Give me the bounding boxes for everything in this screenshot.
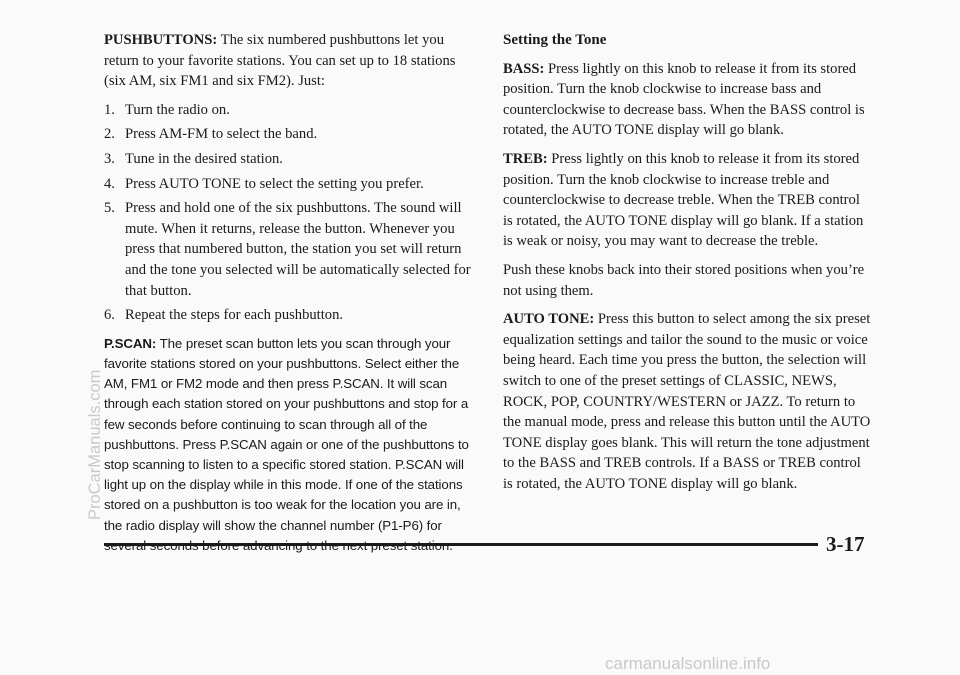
step-text: Turn the radio on. (125, 101, 230, 118)
section-title: Setting the Tone (503, 32, 607, 48)
treb-body: Press lightly on this knob to release it from its stored position. Turn the knob clockwise to increase treble and counterclockwise to decrease treble. When the TREB control is rotated, the AUTO TONE display will go blank. If a station is weak or noisy, you may want to decrease the treble. (503, 150, 864, 250)
step-text: Tune in the desired station. (125, 150, 283, 167)
step-number: 3. (104, 150, 115, 167)
push-back-paragraph: Push these knobs back into their stored positions when you’re not using them. (503, 261, 865, 299)
page-number: 3-17 (826, 532, 865, 556)
step-item (104, 124, 480, 145)
left-column (104, 30, 480, 564)
step-item (104, 174, 480, 195)
step-text: Press and hold one of the six pushbuttons. The sound will mute. When it returns, release the button. Whenever you press that numbered button, the station you set will return and the tone you selected will be automatically selected for that button. (125, 200, 471, 299)
step-number: 1. (104, 101, 115, 118)
pscan-body: The preset scan button lets you scan through your favorite stations stored on your pushbuttons. Select either the AM, FM1 or FM2 mode and then press P.SCAN. It will scan through each station stored on your pushbuttons and stop for a few seconds before continuing to scan through all of the pushbuttons. Press P.SCAN again or one of the pushbuttons to stop scanning to listen to a specific stored station. P.SCAN will light up on the display while in this mode. If one of the stations stored on a pushbutton is too weak for the location you are in, the radio display will show the channel number (P1-P6) for (104, 335, 469, 533)
pushbuttons-heading: PUSHBUTTONS: (104, 32, 218, 48)
footer-rule (104, 543, 818, 546)
step-text: Press AUTO TONE to select the setting you prefer. (125, 175, 424, 192)
footer-site-text: carmanualsonline.info (605, 654, 771, 673)
treb-paragraph (503, 149, 871, 252)
step-item (104, 198, 480, 301)
step-item (104, 305, 480, 326)
pscan-paragraph (104, 334, 480, 556)
step-item (104, 149, 480, 170)
step-item (104, 100, 480, 121)
auto-tone-body: Press this button to select among the six preset equalization settings and tailor the sound to the music or voice being heard. Each time you press the button, the selection will switch to one of the preset settings of CLASSIC, NEWS, ROCK, POP, COUNTRY/WESTERN or JAZZ. To return to the manual mode, press and release this button until the AUTO TONE display goes blank. This will return the tone adjustment to the BASS and TREB controls. If a BASS or TREB control is rotated, the AUTO TONE display will go blank. (503, 311, 871, 492)
watermark-text: ProCarManuals.com (86, 369, 104, 520)
bass-body: Press lightly on this knob to release it from its stored position. Turn the knob clockwise to increase bass and counterclockwise to decrease bass. When the BASS control is rotated, the AUTO TONE display will go blank. (503, 60, 865, 139)
step-number: 2. (104, 126, 115, 143)
bass-paragraph (503, 59, 871, 141)
auto-tone-heading: AUTO TONE: (503, 311, 595, 328)
right-column (503, 30, 871, 502)
step-text: Repeat the steps for each pushbutton. (125, 307, 344, 324)
pushbuttons-paragraph (104, 30, 480, 92)
step-number: 4. (104, 175, 115, 192)
steps-list (104, 100, 480, 326)
bass-heading: BASS: (503, 60, 545, 77)
step-number: 6. (104, 307, 115, 324)
auto-tone-paragraph (503, 309, 871, 494)
treb-heading: TREB: (503, 150, 548, 167)
step-text: Press AM-FM to select the band. (125, 126, 318, 143)
step-number: 5. (104, 200, 115, 217)
pscan-heading: P.SCAN: (104, 335, 157, 351)
pushbuttons-body: The six numbered pushbuttons let you return to your favorite stations. You can set up to 18 stations (six AM, six FM1 and six FM2). Just: (104, 32, 456, 90)
